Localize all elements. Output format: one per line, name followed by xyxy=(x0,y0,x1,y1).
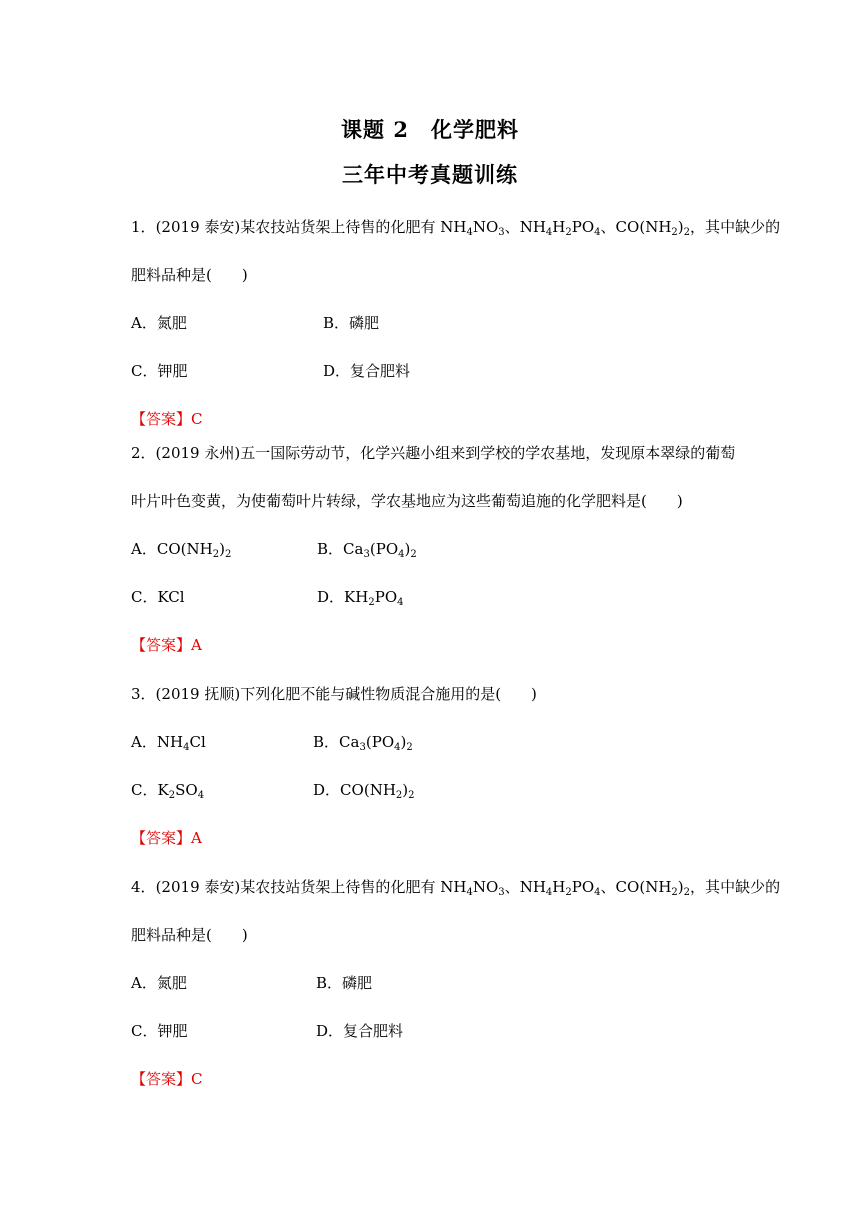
question-4-option-b: B．磷肥 xyxy=(316,974,373,992)
question-3-option-c: C．$K_2SO_4$ xyxy=(131,781,205,801)
question-2-option-d: D．$KH_2PO_4$ xyxy=(317,588,404,608)
question-3-stem-line-1: 3．(2019 抚顺)下列化肥不能与碱性物质混合施用的是( ) xyxy=(131,685,537,703)
question-1-option-c: C．钾肥 xyxy=(131,362,188,380)
question-1-option-b: B．磷肥 xyxy=(323,314,380,332)
question-3-option-b: B．$Ca_3(PO_4)_2$ xyxy=(313,733,413,753)
question-2-option-c: C．KCl xyxy=(131,588,185,606)
question-4-stem-line-2: 肥料品种是( ) xyxy=(131,926,248,944)
question-4-stem-line-1: 4．(2019 泰安)某农技站货架上待售的化肥有 $NH_4NO_3$、$NH_4H_2PO_4$、$CO(NH_2)_2$，其中缺少的 xyxy=(131,878,781,898)
question-3-option-d: D．$CO(NH_2)_2$ xyxy=(313,781,415,801)
question-2-stem-line-1: 2．(2019 永州)五一国际劳动节，化学兴趣小组来到学校的学农基地，发现原本翠绿的葡萄 xyxy=(131,444,736,462)
question-4-answer: 【答案】C xyxy=(131,1070,203,1088)
question-2-answer: 【答案】A xyxy=(131,636,202,654)
question-1-stem-line-2: 肥料品种是( ) xyxy=(131,266,248,284)
question-4-option-a: A．氮肥 xyxy=(131,974,187,992)
question-2-stem-line-2: 叶片叶色变黄，为使葡萄叶片转绿，学农基地应为这些葡萄追施的化学肥料是( ) xyxy=(131,492,683,510)
page-subtitle: 三年中考真题训练 xyxy=(342,162,518,187)
question-1-option-d: D．复合肥料 xyxy=(323,362,411,380)
question-4-option-c: C．钾肥 xyxy=(131,1022,188,1040)
question-1-option-a: A．氮肥 xyxy=(131,314,187,332)
question-2-option-b: B．$Ca_3(PO_4)_2$ xyxy=(317,540,417,560)
question-3-answer: 【答案】A xyxy=(131,829,202,847)
page-title: 课题 2 化学肥料 xyxy=(341,117,519,142)
question-4-option-d: D．复合肥料 xyxy=(316,1022,404,1040)
question-3-option-a: A．$NH_4Cl$ xyxy=(131,733,206,753)
question-1-stem-line-1: 1．(2019 泰安)某农技站货架上待售的化肥有 $NH_4NO_3$、$NH_4H_2PO_4$、$CO(NH_2)_2$，其中缺少的 xyxy=(131,218,781,238)
question-1-answer: 【答案】C xyxy=(131,410,203,428)
question-2-option-a: A．$CO(NH_2)_2$ xyxy=(131,540,232,560)
